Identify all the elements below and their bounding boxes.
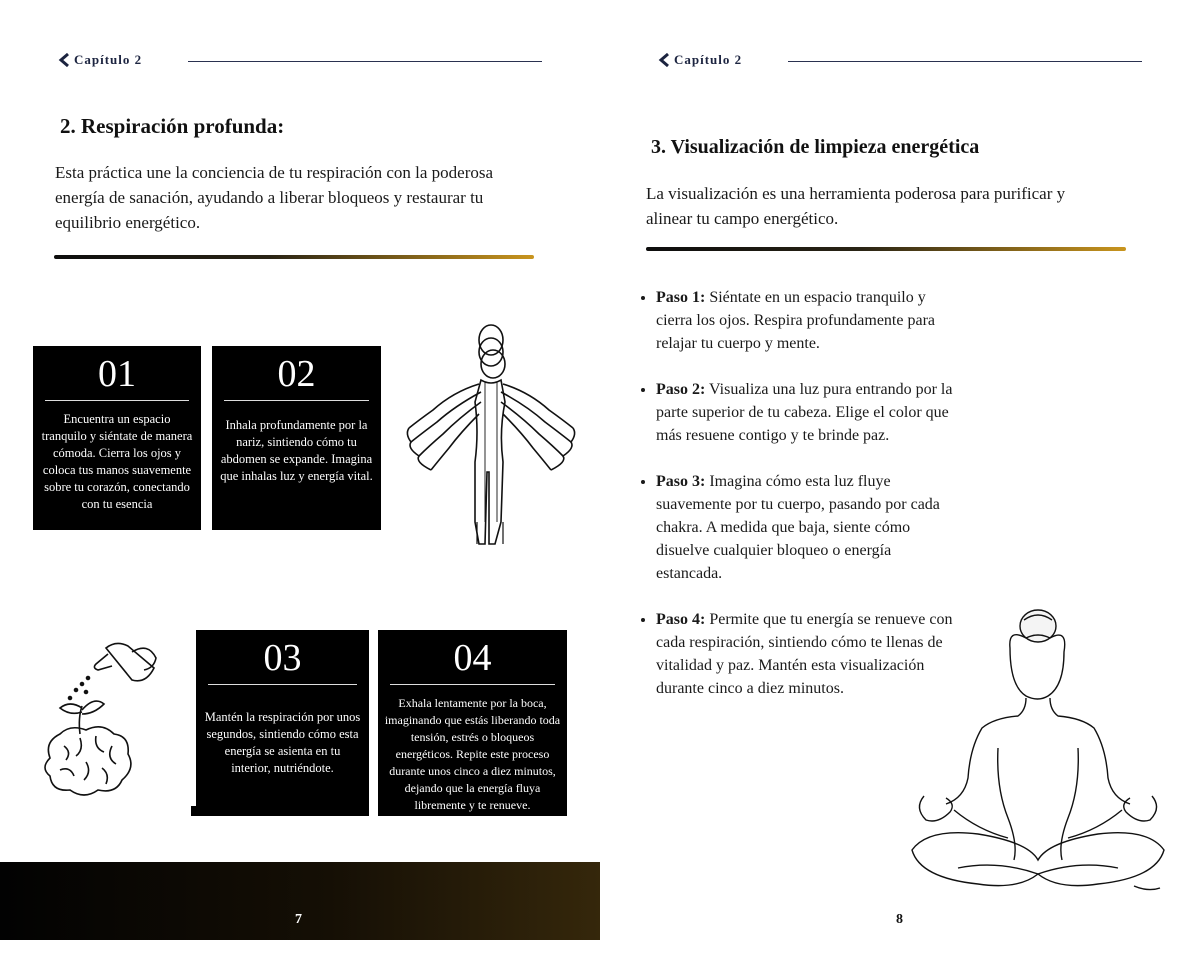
card-corner-accent	[191, 806, 199, 816]
meditation-figure-illustration	[898, 598, 1178, 908]
card-divider	[390, 684, 555, 685]
gradient-divider	[646, 247, 1126, 251]
step-number: 04	[453, 637, 492, 679]
card-divider	[45, 400, 189, 401]
header-rule	[788, 61, 1142, 62]
list-item	[656, 378, 956, 447]
step-number: 02	[277, 353, 316, 395]
chapter-back-icon	[658, 53, 670, 67]
gradient-divider	[54, 255, 534, 259]
step-number: 01	[98, 353, 136, 395]
step-label: Paso 2:	[656, 381, 706, 398]
watering-brain-illustration	[36, 634, 160, 802]
step-text: Imagina cómo esta luz fluye suavemente por tu cuerpo, pasando por cada chakra. A medida que baja, siente cómo disuelve cualquier bloqueo o energía estancada.	[656, 473, 940, 582]
step-number: 03	[263, 637, 302, 679]
page-number: 8	[896, 912, 903, 927]
step-text: Visualiza una luz pura entrando por la parte superior de tu cabeza. Elige el color que más resuene contigo y te brinde paz.	[656, 381, 953, 444]
chapter-back-icon	[58, 53, 70, 67]
card-divider	[208, 684, 357, 685]
page-footer-band	[0, 862, 600, 940]
section-heading: 2. Respiración profunda:	[60, 114, 285, 138]
step-text: Permite que tu energía se renueve con cada respiración, sintiendo cómo te llenas de vitalidad y paz. Mantén esta visualización durante cinco a diez minutos.	[656, 611, 953, 697]
header-rule	[188, 61, 542, 62]
chapter-label: Capítulo 2	[74, 52, 143, 67]
step-text: Mantén la respiración por unos segundos, sintiendo cómo esta energía se asienta en tu interior, nutriéndote.	[204, 710, 361, 775]
step-label: Paso 4:	[656, 611, 706, 628]
energy-body-illustration	[403, 322, 579, 550]
list-item	[656, 470, 956, 585]
section-heading: 3. Visualización de limpieza energética	[651, 136, 980, 158]
step-card-03	[196, 630, 369, 816]
step-text: Exhala lentamente por la boca, imaginando que estás liberando toda tensión, estrés o bloqueos energéticos. Repite este proceso durante unos cinco a diez minutos, dejando que la energía fluya libremente y te renueve.	[384, 696, 561, 812]
section-intro: Esta práctica une la conciencia de tu respiración con la poderosa energía de sanación, ayudando a liberar bloqueos y restaurar tu equilibrio energético.	[55, 163, 494, 232]
step-label: Paso 1:	[656, 289, 706, 306]
step-card-01	[33, 346, 201, 530]
step-label: Paso 3:	[656, 473, 706, 490]
chapter-header	[58, 52, 142, 68]
step-text: Inhala profundamente por la nariz, sintiendo cómo tu abdomen se expande. Imagina que inhalas luz y energía vital.	[220, 418, 373, 483]
right-page	[600, 0, 1200, 958]
step-text: Siéntate en un espacio tranquilo y cierra los ojos. Respira profundamente para relajar tu cuerpo y mente.	[656, 289, 936, 352]
page-number: 7	[295, 912, 302, 927]
chapter-header	[658, 52, 742, 68]
step-text: Encuentra un espacio tranquilo y siéntate de manera cómoda. Cierra los ojos y coloca tus manos suavemente sobre tu corazón, conectando con tu esencia	[41, 412, 193, 511]
section-intro: La visualización es una herramienta poderosa para purificar y alinear tu campo energético.	[646, 184, 1066, 228]
list-item	[656, 286, 956, 355]
chapter-label: Capítulo 2	[674, 52, 743, 67]
step-card-04	[378, 630, 567, 816]
card-divider	[224, 400, 369, 401]
step-card-02	[212, 346, 381, 530]
